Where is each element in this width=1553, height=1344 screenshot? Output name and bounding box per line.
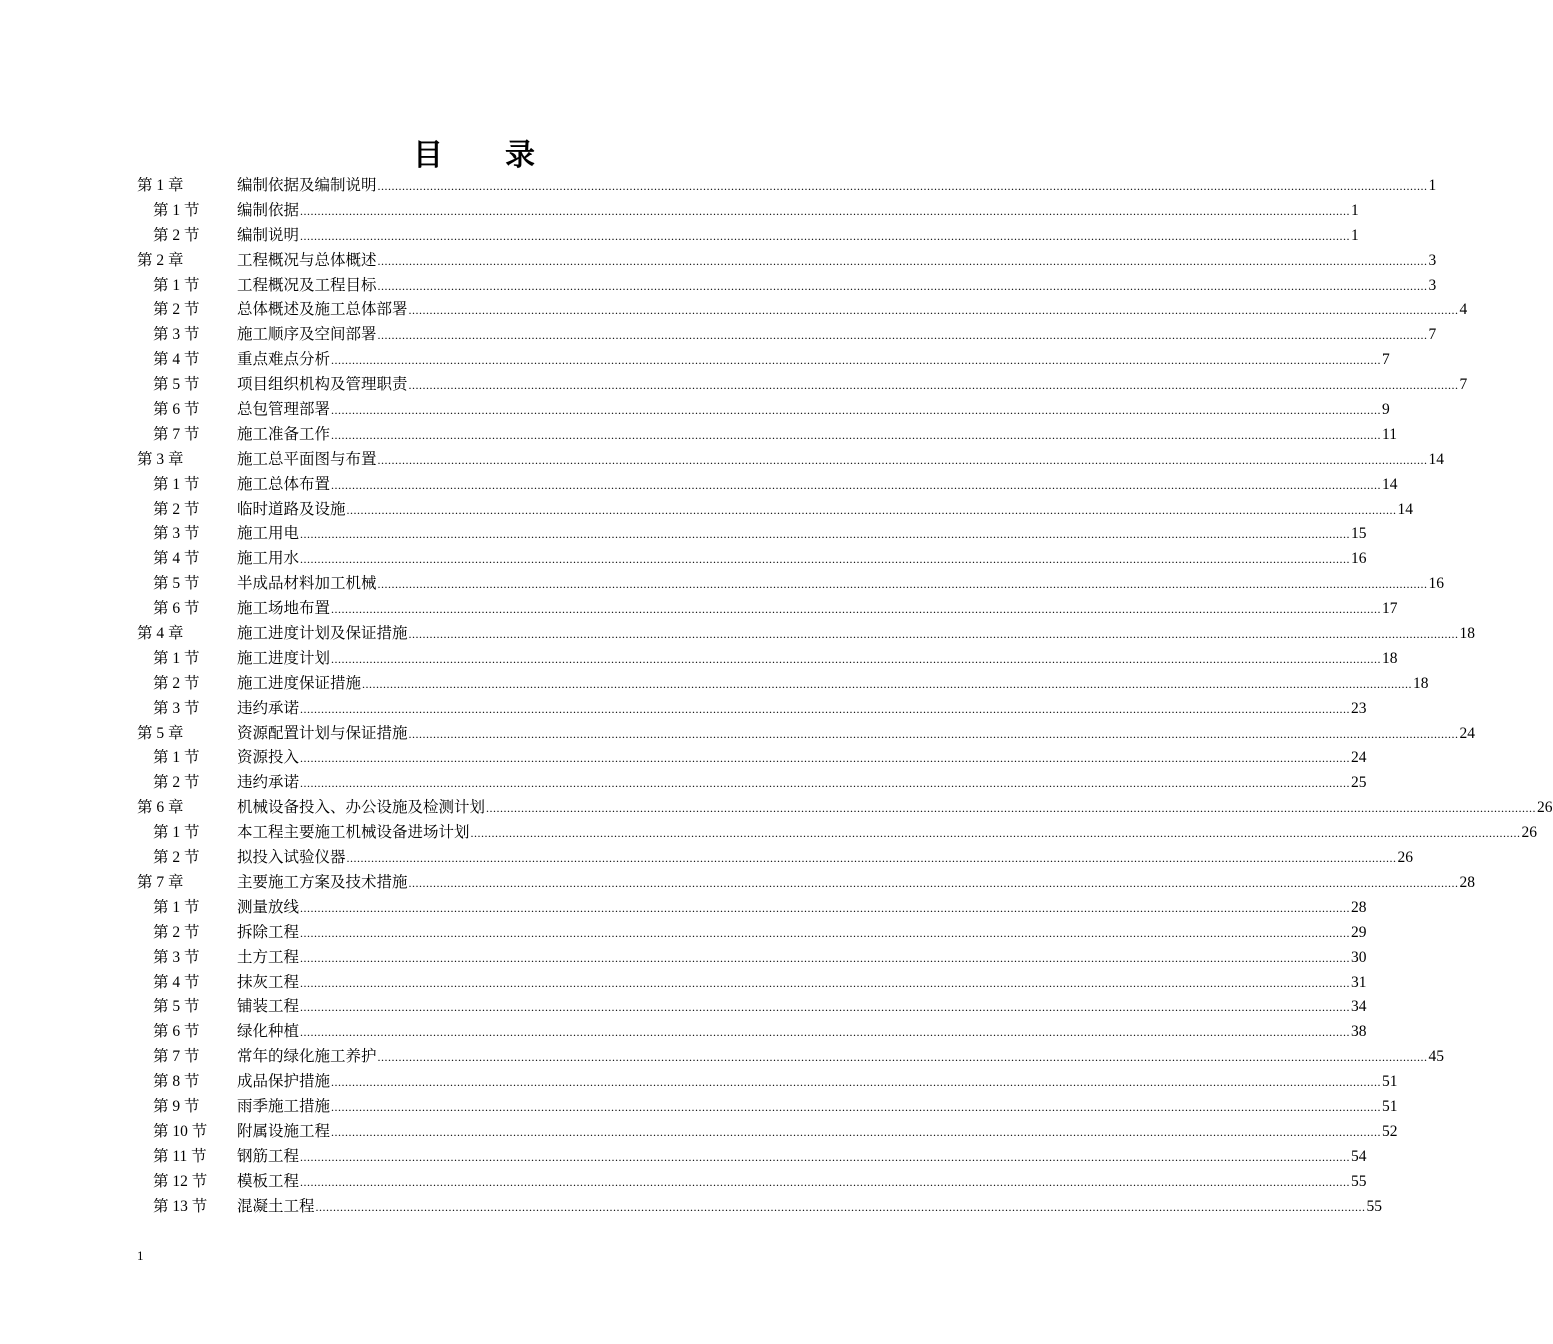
toc-chapter-entry[interactable] (0, 174, 1437, 199)
toc-entry-label: 第 2 节 (153, 849, 200, 867)
toc-entry-label: 第 10 节 (153, 1122, 208, 1140)
toc-entry-label: 第 5 节 (153, 376, 200, 394)
toc-entry-line (237, 174, 1437, 199)
toc-entry-page: 24 (1459, 724, 1476, 742)
toc-entry-label: 第 1 节 (153, 276, 200, 294)
toc-entry-title: 雨季施工措施 (237, 1097, 331, 1115)
toc-section-entry[interactable] (0, 971, 1367, 996)
toc-entry-page: 1 (1351, 226, 1359, 244)
toc-entry-page: 38 (1351, 1023, 1367, 1041)
toc-entry-label: 第 4 节 (153, 550, 200, 568)
toc-entry-label: 第 12 节 (153, 1172, 208, 1190)
toc-entry-line (237, 274, 1437, 299)
toc-entry-title: 施工准备工作 (237, 425, 331, 443)
toc-section-entry[interactable] (0, 423, 1397, 448)
toc-entry-page: 7 (1382, 351, 1390, 369)
toc-entry-line (237, 896, 1367, 921)
toc-chapter-entry[interactable] (0, 871, 1476, 896)
dot-leader: ............................................................................................................................................................................................................................................................................................................ (331, 353, 1382, 368)
toc-entry-title: 工程概况与总体概述 (237, 251, 377, 269)
dot-leader: ............................................................................................................................................................................................................................................................................................................ (408, 378, 1459, 393)
document-title (0, 130, 950, 174)
dot-leader: ............................................................................................................................................................................................................................................................................................................ (300, 975, 1351, 990)
toc-entry-label: 第 1 节 (153, 898, 200, 916)
toc-entry-line (237, 871, 1476, 896)
table-of-contents (0, 174, 1553, 1219)
toc-entry-page: 51 (1382, 1097, 1398, 1115)
toc-section-entry[interactable] (0, 597, 1398, 622)
toc-section-entry[interactable] (0, 771, 1367, 796)
toc-entry-title: 成品保护措施 (237, 1073, 331, 1091)
dot-leader: ............................................................................................................................................................................................................................................................................................................ (377, 328, 1428, 343)
toc-section-entry[interactable] (0, 921, 1367, 946)
toc-entry-label: 第 3 节 (153, 326, 200, 344)
toc-entry-line (237, 622, 1476, 647)
toc-entry-page: 55 (1351, 1172, 1367, 1190)
toc-entry-page: 9 (1382, 401, 1390, 419)
toc-section-entry[interactable] (0, 1020, 1367, 1045)
toc-entry-label: 第 7 节 (153, 425, 200, 443)
toc-section-entry[interactable] (0, 846, 1414, 871)
toc-entry-page: 3 (1428, 251, 1437, 269)
dot-leader: ............................................................................................................................................................................................................................................................................................................ (331, 1099, 1382, 1114)
toc-entry-label: 第 3 节 (153, 948, 200, 966)
toc-section-entry[interactable] (0, 348, 1390, 373)
toc-entry-page: 28 (1351, 898, 1367, 916)
toc-entry-line (237, 323, 1437, 348)
toc-entry-label: 第 7 章 (137, 873, 184, 891)
toc-section-entry[interactable] (0, 1045, 1445, 1070)
toc-entry-line (237, 373, 1468, 398)
toc-entry-page: 16 (1351, 550, 1367, 568)
toc-section-entry[interactable] (0, 896, 1367, 921)
toc-chapter-entry[interactable] (0, 622, 1476, 647)
toc-chapter-entry[interactable] (0, 796, 1553, 821)
toc-entry-page: 7 (1459, 376, 1468, 394)
toc-section-entry[interactable] (0, 522, 1367, 547)
dot-leader: ............................................................................................................................................................................................................................................................................................................ (377, 452, 1428, 467)
toc-section-entry[interactable] (0, 821, 1538, 846)
dot-leader: ............................................................................................................................................................................................................................................................................................................ (300, 1149, 1351, 1164)
toc-entry-line (237, 796, 1553, 821)
toc-entry-title: 铺装工程 (237, 998, 300, 1016)
dot-leader: ............................................................................................................................................................................................................................................................................................................ (377, 253, 1428, 268)
toc-entry-page: 55 (1366, 1197, 1383, 1215)
toc-entry-title: 主要施工方案及技术措施 (237, 873, 408, 891)
toc-section-entry[interactable] (0, 1170, 1367, 1195)
toc-entry-title: 常年的绿化施工养护 (237, 1048, 377, 1066)
toc-entry-page: 7 (1428, 326, 1437, 344)
toc-entry-label: 第 1 节 (153, 649, 200, 667)
toc-entry-page: 11 (1382, 425, 1397, 443)
toc-entry-title: 附属设施工程 (237, 1122, 331, 1140)
dot-leader: ............................................................................................................................................................................................................................................................................................................ (331, 1075, 1382, 1090)
toc-entry-line (237, 821, 1538, 846)
dot-leader: ............................................................................................................................................................................................................................................................................................................ (300, 1174, 1351, 1189)
toc-entry-page: 18 (1382, 649, 1398, 667)
toc-entry-label: 第 8 节 (153, 1073, 200, 1091)
title-char-right: 录 (505, 139, 537, 172)
dot-leader: ............................................................................................................................................................................................................................................................................................................ (377, 179, 1428, 193)
toc-entry-label: 第 6 章 (137, 799, 184, 817)
toc-entry-title: 施工进度计划及保证措施 (237, 625, 408, 643)
toc-entry-label: 第 2 节 (153, 226, 200, 244)
toc-entry-line (237, 722, 1476, 747)
toc-entry-page: 30 (1351, 948, 1367, 966)
toc-entry-title: 土方工程 (237, 948, 300, 966)
dot-leader: ............................................................................................................................................................................................................................................................................................................ (300, 552, 1351, 567)
toc-entry-label: 第 2 节 (153, 923, 200, 941)
toc-entry-title: 绿化种植 (237, 1023, 300, 1041)
toc-entry-line (237, 448, 1445, 473)
toc-entry-title: 钢筋工程 (237, 1147, 300, 1165)
toc-entry-title: 重点难点分析 (237, 351, 331, 369)
toc-entry-title: 违约承诺 (237, 774, 300, 792)
toc-entry-label: 第 2 章 (137, 251, 184, 269)
toc-entry-page: 14 (1382, 475, 1398, 493)
toc-entry-line (237, 249, 1437, 274)
toc-chapter-entry[interactable] (0, 448, 1445, 473)
toc-entry-line (237, 672, 1429, 697)
toc-entry-page: 14 (1397, 500, 1414, 518)
toc-entry-line (237, 224, 1359, 249)
toc-entry-title: 拟投入试验仪器 (237, 849, 346, 867)
toc-section-entry[interactable] (0, 1195, 1383, 1220)
toc-section-entry[interactable] (0, 398, 1390, 423)
toc-entry-title: 施工总平面图与布置 (237, 450, 377, 468)
toc-entry-title: 测量放线 (237, 898, 300, 916)
dot-leader: ............................................................................................................................................................................................................................................................................................................ (315, 1199, 1366, 1214)
toc-entry-line (237, 398, 1390, 423)
toc-entry-line (237, 348, 1390, 373)
toc-entry-page: 26 (1537, 799, 1553, 817)
toc-entry-page: 18 (1459, 625, 1476, 643)
toc-entry-line (237, 1170, 1367, 1195)
toc-section-entry[interactable] (0, 995, 1367, 1020)
toc-entry-line (237, 746, 1367, 771)
toc-chapter-entry[interactable] (0, 722, 1476, 747)
toc-entry-title: 施工场地布置 (237, 600, 331, 618)
dot-leader: ............................................................................................................................................................................................................................................................................................................ (300, 701, 1351, 716)
toc-section-entry[interactable] (0, 323, 1437, 348)
toc-entry-page: 31 (1351, 973, 1367, 991)
toc-section-entry[interactable] (0, 274, 1437, 299)
toc-entry-title: 施工总体布置 (237, 475, 331, 493)
toc-section-entry[interactable] (0, 1070, 1398, 1095)
toc-entry-line (237, 1020, 1367, 1045)
toc-section-entry[interactable] (0, 746, 1367, 771)
toc-entry-page: 54 (1351, 1147, 1367, 1165)
toc-entry-title: 工程概况及工程目标 (237, 276, 377, 294)
page-number: 1 (137, 1248, 144, 1263)
dot-leader: ............................................................................................................................................................................................................................................................................................................ (408, 875, 1459, 890)
dot-leader: ............................................................................................................................................................................................................................................................................................................ (300, 1000, 1351, 1015)
toc-entry-title: 施工用电 (237, 525, 300, 543)
dot-leader: ............................................................................................................................................................................................................................................................................................................ (408, 726, 1459, 741)
dot-leader: ............................................................................................................................................................................................................................................................................................................ (300, 950, 1351, 965)
toc-entry-line (237, 572, 1445, 597)
toc-entry-label: 第 6 节 (153, 600, 200, 618)
toc-entry-label: 第 2 节 (153, 301, 200, 319)
toc-entry-title: 编制依据 (237, 201, 300, 219)
toc-entry-line (237, 846, 1414, 871)
dot-leader: ............................................................................................................................................................................................................................................................................................................ (377, 278, 1428, 293)
dot-leader: ............................................................................................................................................................................................................................................................................................................ (362, 676, 1413, 691)
toc-section-entry[interactable] (0, 199, 1359, 224)
dot-leader: ............................................................................................................................................................................................................................................................................................................ (486, 801, 1537, 816)
toc-entry-label: 第 13 节 (153, 1197, 208, 1215)
toc-entry-line (237, 921, 1367, 946)
toc-entry-title: 半成品材料加工机械 (237, 575, 377, 593)
toc-section-entry[interactable] (0, 647, 1398, 672)
toc-entry-line (237, 498, 1414, 523)
toc-section-entry[interactable] (0, 1145, 1367, 1170)
dot-leader: ............................................................................................................................................................................................................................................................................................................ (408, 627, 1459, 642)
toc-entry-page: 3 (1428, 276, 1437, 294)
toc-section-entry[interactable] (0, 672, 1429, 697)
toc-chapter-entry[interactable] (0, 249, 1437, 274)
toc-entry-label: 第 1 节 (153, 201, 200, 219)
toc-entry-line (237, 647, 1398, 672)
toc-entry-page: 4 (1459, 301, 1468, 319)
toc-entry-label: 第 4 节 (153, 973, 200, 991)
dot-leader: ............................................................................................................................................................................................................................................................................................................ (331, 427, 1382, 442)
dot-leader: ............................................................................................................................................................................................................................................................................................................ (377, 577, 1428, 592)
toc-entry-title: 拆除工程 (237, 923, 300, 941)
toc-entry-label: 第 5 章 (137, 724, 184, 742)
toc-entry-label: 第 3 节 (153, 525, 200, 543)
dot-leader: ............................................................................................................................................................................................................................................................................................................ (377, 1050, 1428, 1065)
toc-section-entry[interactable] (0, 572, 1445, 597)
toc-entry-page: 26 (1521, 824, 1538, 842)
toc-entry-title: 项目组织机构及管理职责 (237, 376, 408, 394)
toc-entry-line (237, 1145, 1367, 1170)
dot-leader: ............................................................................................................................................................................................................................................................................................................ (331, 403, 1382, 418)
toc-entry-title: 抹灰工程 (237, 973, 300, 991)
toc-entry-label: 第 11 节 (153, 1147, 207, 1165)
toc-entry-page: 17 (1382, 600, 1398, 618)
toc-entry-label: 第 2 节 (153, 674, 200, 692)
toc-entry-page: 14 (1428, 450, 1445, 468)
toc-entry-page: 26 (1397, 849, 1414, 867)
toc-entry-line (237, 199, 1359, 224)
toc-entry-page: 51 (1382, 1073, 1398, 1091)
toc-entry-page: 45 (1428, 1048, 1445, 1066)
toc-entry-title: 资源配置计划与保证措施 (237, 724, 408, 742)
toc-entry-line (237, 547, 1367, 572)
toc-entry-label: 第 3 节 (153, 699, 200, 717)
toc-entry-label: 第 6 节 (153, 401, 200, 419)
toc-entry-title: 编制依据及编制说明 (237, 177, 377, 194)
toc-entry-title: 编制说明 (237, 226, 300, 244)
toc-entry-line (237, 1095, 1398, 1120)
toc-entry-page: 16 (1428, 575, 1445, 593)
toc-entry-line (237, 522, 1367, 547)
toc-entry-line (237, 597, 1398, 622)
title-char-left: 目 (413, 139, 445, 172)
toc-entry-line (237, 697, 1367, 722)
toc-section-entry[interactable] (0, 473, 1398, 498)
dot-leader: ............................................................................................................................................................................................................................................................................................................ (470, 826, 1521, 841)
toc-entry-line (237, 1045, 1445, 1070)
dot-leader: ............................................................................................................................................................................................................................................................................................................ (346, 851, 1397, 866)
toc-entry-label: 第 5 节 (153, 998, 200, 1016)
toc-entry-line (237, 1120, 1398, 1145)
toc-entry-label: 第 2 节 (153, 500, 200, 518)
dot-leader: ............................................................................................................................................................................................................................................................................................................ (331, 1124, 1382, 1139)
toc-section-entry[interactable] (0, 224, 1359, 249)
toc-section-entry[interactable] (0, 697, 1367, 722)
toc-entry-page: 28 (1459, 873, 1476, 891)
toc-entry-title: 总包管理部署 (237, 401, 331, 419)
toc-entry-title: 总体概述及施工总体部署 (237, 301, 408, 319)
toc-entry-page: 24 (1351, 749, 1367, 767)
toc-entry-label: 第 1 章 (137, 177, 184, 194)
toc-section-entry[interactable] (0, 298, 1468, 323)
toc-section-entry[interactable] (0, 1095, 1398, 1120)
toc-section-entry[interactable] (0, 1120, 1398, 1145)
toc-entry-label: 第 1 节 (153, 749, 200, 767)
toc-entry-page: 25 (1351, 774, 1367, 792)
dot-leader: ............................................................................................................................................................................................................................................................................................................ (300, 1025, 1351, 1040)
toc-entry-title: 违约承诺 (237, 699, 300, 717)
toc-section-entry[interactable] (0, 498, 1414, 523)
toc-entry-page: 1 (1351, 201, 1359, 219)
dot-leader: ............................................................................................................................................................................................................................................................................................................ (346, 502, 1397, 517)
toc-entry-label: 第 7 节 (153, 1048, 200, 1066)
toc-entry-label: 第 9 节 (153, 1097, 200, 1115)
toc-section-entry[interactable] (0, 373, 1468, 398)
dot-leader: ............................................................................................................................................................................................................................................................................................................ (300, 925, 1351, 940)
toc-entry-title: 临时道路及设施 (237, 500, 346, 518)
toc-entry-line (237, 423, 1397, 448)
toc-entry-label: 第 2 节 (153, 774, 200, 792)
dot-leader: ............................................................................................................................................................................................................................................................................................................ (300, 751, 1351, 766)
toc-entry-line (237, 473, 1398, 498)
toc-entry-label: 第 5 节 (153, 575, 200, 593)
dot-leader: ............................................................................................................................................................................................................................................................................................................ (300, 228, 1351, 243)
toc-entry-line (237, 298, 1468, 323)
toc-entry-title: 模板工程 (237, 1172, 300, 1190)
dot-leader: ............................................................................................................................................................................................................................................................................................................ (331, 602, 1382, 617)
dot-leader: ............................................................................................................................................................................................................................................................................................................ (300, 776, 1351, 791)
toc-entry-title: 施工顺序及空间部署 (237, 326, 377, 344)
toc-entry-page: 52 (1382, 1122, 1398, 1140)
toc-entry-line (237, 995, 1367, 1020)
dot-leader: ............................................................................................................................................................................................................................................................................................................ (300, 900, 1351, 915)
dot-leader: ............................................................................................................................................................................................................................................................................................................ (408, 303, 1459, 318)
toc-entry-label: 第 3 章 (137, 450, 184, 468)
dot-leader: ............................................................................................................................................................................................................................................................................................................ (300, 203, 1351, 218)
toc-entry-page: 18 (1413, 674, 1429, 692)
toc-entry-title: 施工进度保证措施 (237, 674, 362, 692)
toc-entry-title: 施工用水 (237, 550, 300, 568)
toc-entry-title: 混凝土工程 (237, 1197, 315, 1215)
toc-entry-title: 本工程主要施工机械设备进场计划 (237, 824, 470, 842)
toc-entry-line (237, 1195, 1383, 1220)
toc-entry-label: 第 6 节 (153, 1023, 200, 1041)
toc-entry-label: 第 1 节 (153, 824, 200, 842)
toc-entry-title: 机械设备投入、办公设施及检测计划 (237, 799, 486, 817)
dot-leader: ............................................................................................................................................................................................................................................................................................................ (300, 527, 1351, 542)
toc-entry-line (237, 771, 1367, 796)
toc-entry-label: 第 4 章 (137, 625, 184, 643)
toc-entry-page: 29 (1351, 923, 1367, 941)
toc-entry-label: 第 4 节 (153, 351, 200, 369)
toc-entry-page: 1 (1428, 177, 1437, 194)
dot-leader: ............................................................................................................................................................................................................................................................................................................ (331, 477, 1382, 492)
toc-entry-line (237, 1070, 1398, 1095)
toc-entry-line (237, 946, 1367, 971)
toc-entry-title: 资源投入 (237, 749, 300, 767)
toc-entry-page: 34 (1351, 998, 1367, 1016)
toc-entry-title: 施工进度计划 (237, 649, 331, 667)
toc-entry-page: 15 (1351, 525, 1367, 543)
dot-leader: ............................................................................................................................................................................................................................................................................................................ (331, 651, 1382, 666)
toc-entry-line (237, 971, 1367, 996)
toc-section-entry[interactable] (0, 547, 1367, 572)
toc-entry-label: 第 1 节 (153, 475, 200, 493)
toc-section-entry[interactable] (0, 946, 1367, 971)
toc-entry-page: 23 (1351, 699, 1367, 717)
